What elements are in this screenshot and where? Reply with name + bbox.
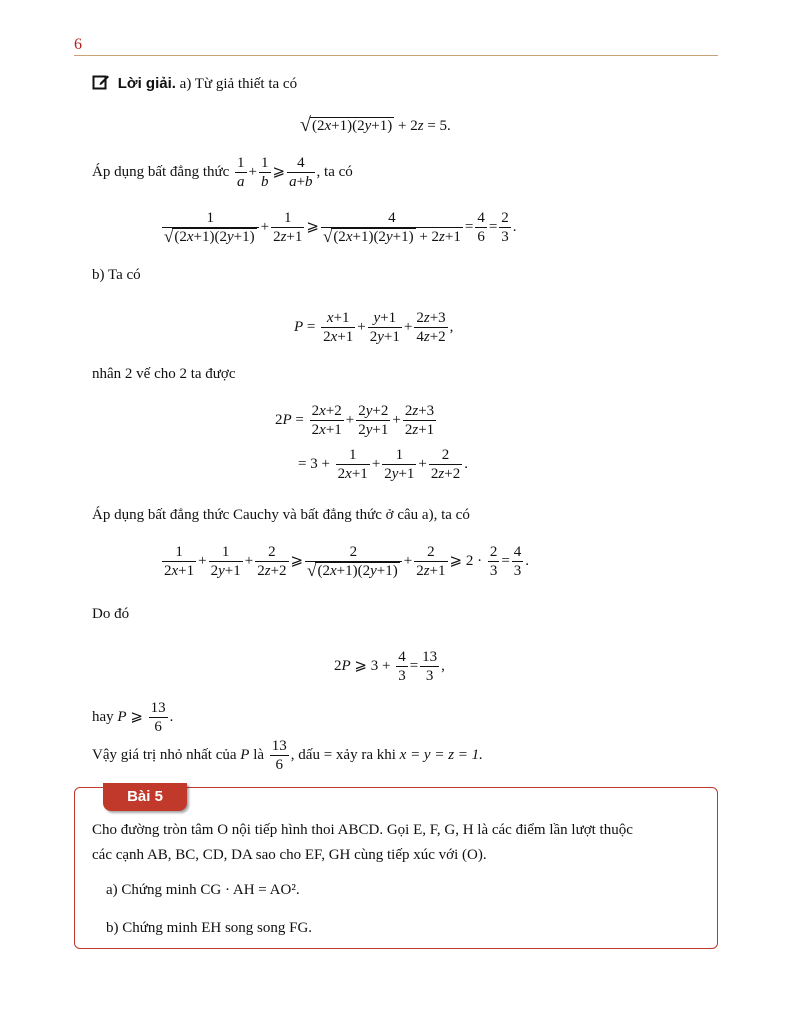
cauchy-text: Áp dụng bất đẳng thức Cauchy và bất đẳng thức ở câu a), ta có xyxy=(92,507,470,523)
problem-item-a: a) Chứng minh CG · AH = AO². xyxy=(106,882,300,898)
equation-part-a-result: $\frac{1}{√(2x+1)(2y+1)}$ + $\frac{1}{2z+1}$ ⩾ $\frac{4}{√(2x+1)(2y+1) + 2z+1}$ = $\frac{4}{6}$ = $\frac{2}{3}$ . xyxy=(164,210,517,246)
equation-cauchy: $\frac{1}{2x+1}$ + $\frac{1}{2y+1}$ + $\frac{2}{2z+2}$ ⩾ $\frac{2}{√(2x+1)(2y+1)}$ + $\frac{2}{2z+1}$ ⩾ 2 · $\frac{2}{3}$ = $\frac{4}{3}$ . xyxy=(164,544,530,580)
hence-line: hay P ⩾ $\frac{13}{6}$ . xyxy=(92,700,174,735)
multiply-text: nhân 2 vế cho 2 ta được xyxy=(92,366,236,382)
conclusion-is: là xyxy=(253,746,265,763)
hence-prefix: hay xyxy=(92,708,114,725)
conclusion-line: Vậy giá trị nhỏ nhất của P là $\frac{13}{6}$ , dấu = xảy ra khi x = y = z = 1. xyxy=(92,738,483,773)
part-a-intro: a) Từ giả thiết ta có xyxy=(179,76,298,92)
conclusion-cond: x = y = z = 1. xyxy=(399,746,483,763)
equation-given: √(2x+1)(2y+1) + 2z = 5. xyxy=(300,114,451,136)
equation-2p-bound: 2P ⩾ 3 + $\frac{4}{3}$ = $\frac{13}{3}$ , xyxy=(334,649,445,684)
conclusion-mid: , dấu = xảy ra khi xyxy=(290,746,396,763)
edit-icon xyxy=(92,73,110,96)
solution-heading: Lời giải. xyxy=(117,75,176,92)
equation-p: P = $\frac{x+1}{2x+1}$ + $\frac{y+1}{2y+1}$ + $\frac{2z+3}{4z+2}$ , xyxy=(294,310,454,345)
problem-label: Bài 5 xyxy=(103,783,187,811)
part-b-intro: b) Ta có xyxy=(92,267,141,283)
equation-2p-line1: 2P = $\frac{2x+2}{2x+1}$ + $\frac{2y+2}{2y+1}$ + $\frac{2z+3}{2z+1}$ xyxy=(275,403,435,438)
conclusion-prefix: Vậy giá trị nhỏ nhất của xyxy=(92,746,237,763)
problem-statement-line1: Cho đường tròn tâm O nội tiếp hình thoi ABCD. Gọi E, F, G, H là các điểm lần lượt thuộc xyxy=(92,822,633,838)
header-rule xyxy=(74,55,718,56)
apply-ineq-suffix: , ta có xyxy=(316,163,353,180)
apply-inequality-line: Áp dụng bất đẳng thức $\frac{1}{a}$ + $\frac{1}{b}$ ⩾ $\frac{4}{a+b}$ , ta có xyxy=(92,155,353,190)
equation-2p-line2: = 3 + $\frac{1}{2x+1}$ + $\frac{1}{2y+1}$ + $\frac{2}{2z+2}$ . xyxy=(298,447,468,482)
therefore-text: Do đó xyxy=(92,606,130,622)
solution-heading-line xyxy=(92,73,297,96)
problem-statement-line2: các cạnh AB, BC, CD, DA sao cho EF, GH cùng tiếp xúc với (O). xyxy=(92,847,487,863)
page-number: 6 xyxy=(74,36,82,53)
problem-item-b: b) Chứng minh EH song song FG. xyxy=(106,920,313,936)
apply-ineq-prefix: Áp dụng bất đẳng thức xyxy=(92,163,230,180)
